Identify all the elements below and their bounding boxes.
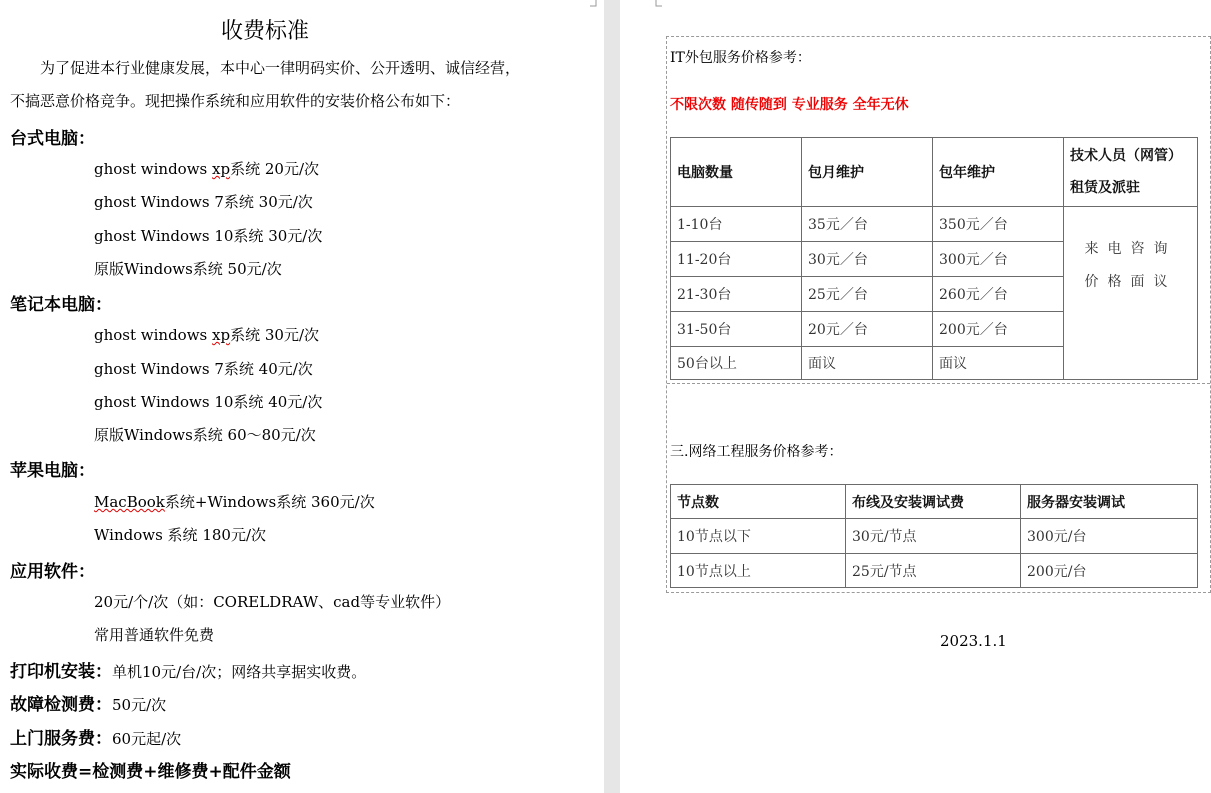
page-right (620, 0, 1211, 793)
laptop-item-1: ghost windows xp系统 30元/次 (94, 326, 320, 344)
table-cell: 260元／台 (933, 277, 1064, 312)
frame-divider (667, 383, 1210, 384)
consult-note-cell: 来电咨询 价格面议 (1064, 207, 1198, 380)
table-cell: 50台以上 (671, 347, 802, 380)
intro-line-1: 为了促进本行业健康发展，本中心一律明码实价、公开透明、诚信经营， (40, 59, 521, 77)
page-left (0, 0, 604, 793)
desktop-item-2: ghost Windows 7系统 30元/次 (94, 193, 313, 211)
table-header-row (671, 485, 1198, 519)
section-heading-laptop: 笔记本电脑： (10, 295, 112, 315)
table-cell: 35元／台 (802, 207, 933, 242)
diagnosis-fee: 故障检测费：50元/次 (10, 695, 167, 715)
table-cell: 300元／台 (933, 242, 1064, 277)
header-cell: 电脑数量 (671, 138, 802, 207)
table-cell: 面议 (802, 347, 933, 380)
table-cell: 25元／台 (802, 277, 933, 312)
header-cell-technician: 技术人员（网管） 租赁及派驻 (1064, 138, 1198, 207)
header-cell: 布线及安装调试费 (846, 485, 1021, 519)
page-gutter (604, 0, 620, 793)
table-cell: 21-30台 (671, 277, 802, 312)
table-row (671, 519, 1198, 554)
table-row (671, 207, 1198, 242)
apple-item-1: MacBook系统+Windows系统 360元/次 (94, 493, 375, 511)
table-row (671, 554, 1198, 588)
laptop-item-3: ghost Windows 10系统 40元/次 (94, 393, 323, 411)
header-cell: 节点数 (671, 485, 846, 519)
service-slogan: 不限次数 随传随到 专业服务 全年无休 (670, 97, 909, 113)
it-price-table (670, 137, 1198, 380)
laptop-item-2: ghost Windows 7系统 40元/次 (94, 360, 313, 378)
desktop-item-3: ghost Windows 10系统 30元/次 (94, 227, 323, 245)
apple-item-2: Windows 系统 180元/次 (94, 526, 267, 544)
section-heading-apple: 苹果电脑： (10, 461, 95, 481)
network-price-table (670, 484, 1198, 588)
table-cell: 11-20台 (671, 242, 802, 277)
text-frame (666, 36, 1211, 593)
section-heading-software: 应用软件： (10, 562, 95, 582)
it-outsourcing-title: IT外包服务价格参考： (670, 50, 811, 66)
total-formula: 实际收费=检测费+维修费+配件金额 (10, 762, 291, 782)
software-item-2: 常用普通软件免费 (94, 626, 215, 644)
printer-fee: 打印机安装：单机10元/台/次；网络共享据实收费。 (10, 662, 367, 682)
table-cell: 30元／台 (802, 242, 933, 277)
table-cell: 25元/节点 (846, 554, 1021, 588)
page-corner-mark (590, 0, 600, 10)
document-date: 2023.1.1 (940, 632, 1007, 650)
intro-line-2: 不搞恶意价格竞争。现把操作系统和应用软件的安装价格公布如下： (10, 92, 461, 110)
section-heading-desktop: 台式电脑： (10, 129, 95, 149)
header-cell: 包月维护 (802, 138, 933, 207)
table-cell: 面议 (933, 347, 1064, 380)
header-cell: 服务器安装调试 (1021, 485, 1198, 519)
table-cell: 10节点以下 (671, 519, 846, 554)
desktop-item-4: 原版Windows系统 50元/次 (94, 260, 282, 278)
page-title: 收费标准 (220, 19, 309, 44)
table-cell: 200元/台 (1021, 554, 1198, 588)
table-header-row (671, 138, 1198, 207)
table-cell: 30元/节点 (846, 519, 1021, 554)
page-corner-mark (652, 0, 662, 10)
table-cell: 10节点以上 (671, 554, 846, 588)
network-service-title: 三.网络工程服务价格参考： (670, 444, 843, 460)
table-cell: 20元／台 (802, 312, 933, 347)
intro-paragraph (10, 52, 570, 118)
onsite-fee: 上门服务费：60元起/次 (10, 729, 182, 749)
table-cell: 300元/台 (1021, 519, 1198, 554)
header-cell: 包年维护 (933, 138, 1064, 207)
desktop-item-1: ghost windows xp系统 20元/次 (94, 160, 320, 178)
table-cell: 31-50台 (671, 312, 802, 347)
laptop-item-4: 原版Windows系统 60～80元/次 (94, 426, 316, 444)
table-cell: 200元／台 (933, 312, 1064, 347)
table-cell: 350元／台 (933, 207, 1064, 242)
software-item-1: 20元/个/次（如：CORELDRAW、cad等专业软件） (94, 593, 451, 611)
table-cell: 1-10台 (671, 207, 802, 242)
